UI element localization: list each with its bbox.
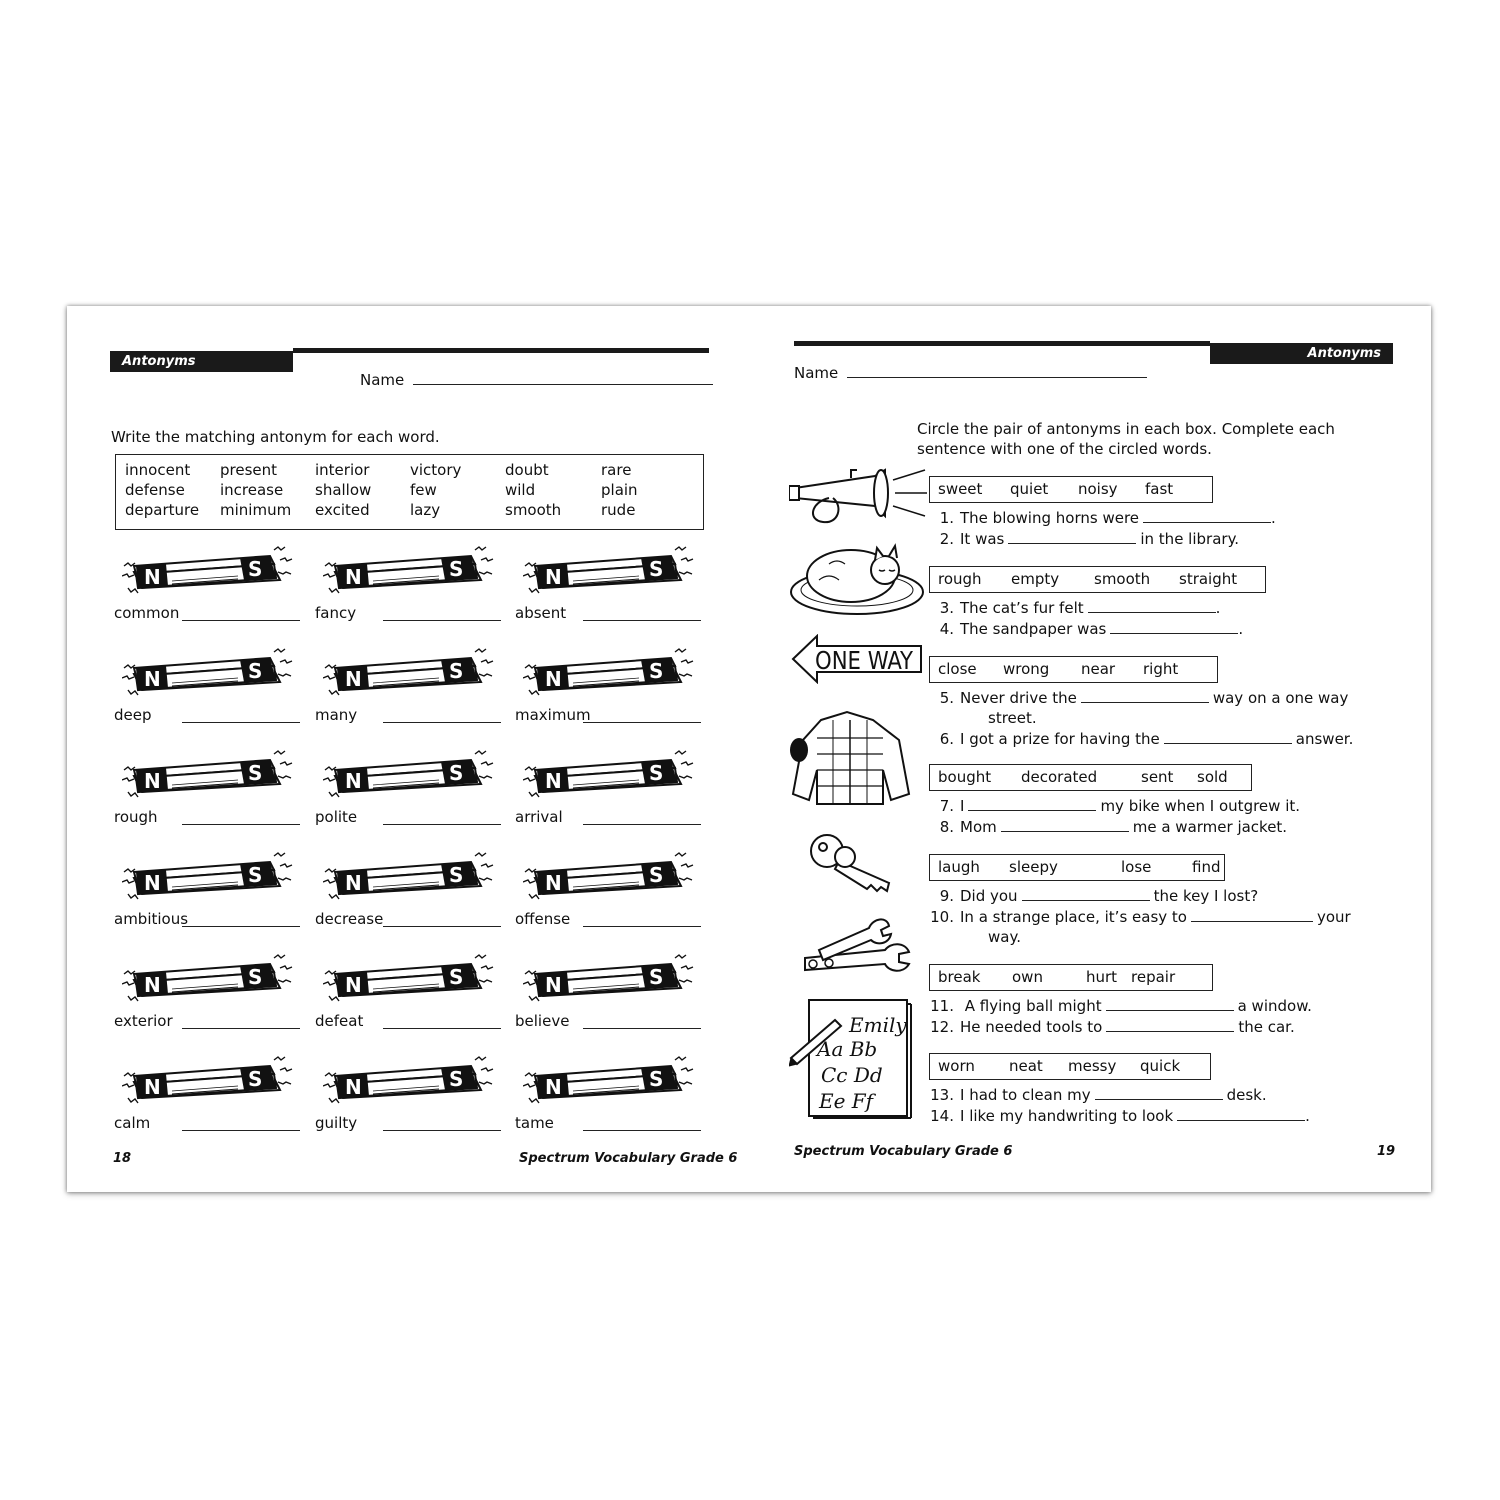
word-bank-word: present xyxy=(220,461,278,479)
magnet-north-label: N xyxy=(545,565,562,589)
book-title-right: Spectrum Vocabulary Grade 6 xyxy=(794,1144,1013,1159)
word-bank-word: plain xyxy=(601,481,638,499)
magnet-icon xyxy=(122,1054,294,1106)
antonym-item xyxy=(114,646,304,731)
word-bank-word: wild xyxy=(505,481,536,499)
page-number-left: 18 xyxy=(113,1151,132,1166)
magnet-south-label: S xyxy=(649,965,664,989)
word-bank-word: few xyxy=(410,481,437,499)
sentence-text-before: The sandpaper was xyxy=(960,619,1107,638)
antonym-word-box xyxy=(929,566,1266,593)
sentence-text-before: I got a prize for having the xyxy=(960,729,1160,748)
magnet-icon xyxy=(523,952,695,1004)
sentence-number: 14. xyxy=(930,1106,954,1125)
sentence-continuation: way. xyxy=(988,927,1021,946)
circle-word-option[interactable]: bought xyxy=(938,768,992,786)
circle-word-option[interactable]: sweet xyxy=(938,480,983,498)
magnet-south-label: S xyxy=(449,1067,464,1091)
antonym-word-box xyxy=(929,1053,1211,1080)
header-rule-right xyxy=(794,341,1210,346)
antonym-item xyxy=(315,952,505,1037)
sentence-number: 13. xyxy=(930,1086,954,1104)
sentence-text-before: I xyxy=(960,797,965,815)
circle-word-option[interactable]: right xyxy=(1143,660,1179,678)
circle-word-option[interactable]: wrong xyxy=(1003,660,1050,678)
sentence-item xyxy=(924,688,1348,708)
instruction-line-1: Circle the pair of antonyms in each box. Complete each xyxy=(917,420,1335,438)
handwriting-paper-icon xyxy=(789,996,913,1120)
circle-word-option[interactable]: straight xyxy=(1179,570,1238,588)
antonym-word: guilty xyxy=(315,1114,358,1132)
answer-blank[interactable] xyxy=(383,1130,501,1131)
sentence-text-after: my bike when I outgrew it. xyxy=(1100,797,1301,815)
handwriting-line-1: Emily xyxy=(849,1013,907,1037)
magnet-north-label: N xyxy=(545,973,562,997)
magnet-north-label: N xyxy=(545,769,562,793)
circle-word-option[interactable]: fast xyxy=(1145,480,1174,498)
antonym-item xyxy=(114,850,304,935)
antonym-word: ambitious xyxy=(114,910,189,928)
answer-blank[interactable] xyxy=(583,824,701,825)
keys-icon xyxy=(809,833,899,897)
magnet-north-label: N xyxy=(345,1075,362,1099)
sentence-answer-blank[interactable] xyxy=(1106,1010,1234,1011)
handwriting-line-2: Aa Bb xyxy=(817,1037,878,1061)
sentence-answer-blank[interactable] xyxy=(1110,633,1238,634)
sentence-text-before: The blowing horns were xyxy=(960,509,1140,527)
answer-blank[interactable] xyxy=(182,926,300,927)
word-bank-word: victory xyxy=(410,461,462,479)
antonym-word: maximum xyxy=(515,706,591,724)
word-bank-word: increase xyxy=(220,481,284,499)
sentence-item xyxy=(924,1106,1310,1126)
name-field[interactable] xyxy=(360,370,713,390)
sentence-number: 4. xyxy=(939,619,954,638)
magnet-south-label: S xyxy=(449,965,464,989)
magnet-north-label: N xyxy=(144,667,161,691)
sentence-text-after: desk. xyxy=(1226,1086,1267,1104)
sentence-text-before: Never drive the xyxy=(960,689,1077,707)
word-bank-word: rude xyxy=(601,501,636,519)
antonym-item xyxy=(515,544,705,629)
name-field-right[interactable] xyxy=(794,363,1147,383)
antonym-word: decrease xyxy=(315,910,384,928)
sentence-text-before: In a strange place, it’s easy to xyxy=(960,907,1187,926)
sentence-answer-blank[interactable] xyxy=(1008,543,1136,544)
word-bank-word: excited xyxy=(315,501,370,519)
sentence-text-before: I like my handwriting to look xyxy=(960,1106,1174,1125)
antonym-word: exterior xyxy=(114,1012,173,1030)
magnet-south-label: S xyxy=(649,863,664,887)
answer-blank[interactable] xyxy=(383,620,501,621)
name-label: Name xyxy=(794,364,839,382)
sentence-text-after: the key I lost? xyxy=(1153,887,1259,905)
circle-word-option[interactable]: decorated xyxy=(1021,768,1098,786)
magnet-north-label: N xyxy=(144,769,161,793)
circle-word-option[interactable]: empty xyxy=(1011,570,1060,588)
book-title-left: Spectrum Vocabulary Grade 6 xyxy=(519,1151,738,1166)
sentence-answer-blank[interactable] xyxy=(1001,831,1129,832)
sentence-text-after: . xyxy=(1271,509,1276,527)
name-blank[interactable] xyxy=(413,384,713,385)
circle-word-option[interactable]: sold xyxy=(1197,768,1228,786)
answer-blank[interactable] xyxy=(383,824,501,825)
circle-word-option[interactable]: sleepy xyxy=(1009,858,1058,876)
sentence-item xyxy=(924,619,1243,639)
sentence-number: 12. xyxy=(930,1017,954,1036)
antonym-word: fancy xyxy=(315,604,357,622)
word-bank-word: rare xyxy=(601,461,632,479)
wrenches-icon xyxy=(799,914,915,980)
sentence-number: 5. xyxy=(939,689,954,707)
word-bank-word: lazy xyxy=(410,501,441,519)
circle-word-option[interactable]: laugh xyxy=(938,858,980,876)
answer-blank[interactable] xyxy=(182,1028,300,1029)
magnet-south-label: S xyxy=(449,557,464,581)
magnet-south-label: S xyxy=(449,863,464,887)
sentence-number: 6. xyxy=(939,729,954,748)
handwriting-line-3: Cc Dd xyxy=(821,1063,883,1087)
cat-icon xyxy=(789,540,925,616)
magnet-north-label: N xyxy=(345,871,362,895)
word-bank-word: defense xyxy=(125,481,185,499)
antonym-word: believe xyxy=(515,1012,570,1030)
sentence-item xyxy=(924,886,1258,906)
circle-word-option[interactable]: quick xyxy=(1140,1057,1181,1075)
antonym-item xyxy=(114,952,304,1037)
answer-blank[interactable] xyxy=(583,926,701,927)
circle-word-option[interactable]: own xyxy=(1012,968,1043,986)
sentence-answer-blank[interactable] xyxy=(1191,921,1313,922)
sentence-item xyxy=(924,598,1220,618)
antonym-word: arrival xyxy=(515,808,563,826)
name-label: Name xyxy=(360,371,405,389)
antonym-item xyxy=(515,646,705,731)
antonym-item xyxy=(515,850,705,935)
magnet-icon xyxy=(122,952,294,1004)
word-bank-word: smooth xyxy=(505,501,562,519)
magnet-icon xyxy=(323,952,495,1004)
sentence-text-before: A flying ball might xyxy=(960,997,1102,1015)
answer-blank[interactable] xyxy=(383,1028,501,1029)
antonym-word-box xyxy=(929,964,1213,991)
antonym-item xyxy=(315,850,505,935)
antonym-item xyxy=(315,748,505,833)
antonym-word-box xyxy=(929,854,1225,881)
magnet-icon xyxy=(323,748,495,800)
instruction: Write the matching antonym for each word. xyxy=(111,428,440,446)
magnet-south-label: S xyxy=(449,761,464,785)
sentence-item xyxy=(924,996,1312,1016)
sentence-answer-blank[interactable] xyxy=(1088,612,1216,613)
magnet-icon xyxy=(523,850,695,902)
antonym-word-box xyxy=(929,476,1213,503)
sentence-text-after: a window. xyxy=(1237,997,1312,1015)
antonym-word: absent xyxy=(515,604,567,622)
circle-word-option[interactable]: sent xyxy=(1141,768,1174,786)
circle-word-option[interactable]: rough xyxy=(938,570,982,588)
answer-blank[interactable] xyxy=(182,620,300,621)
antonym-item xyxy=(315,544,505,629)
magnet-south-label: S xyxy=(248,965,263,989)
antonym-item xyxy=(114,1054,304,1139)
magnet-south-label: S xyxy=(649,761,664,785)
sentence-item xyxy=(924,1085,1267,1105)
antonym-word-box xyxy=(929,656,1218,683)
sentence-number: 3. xyxy=(939,599,954,617)
magnet-north-label: N xyxy=(345,973,362,997)
magnet-north-label: N xyxy=(345,667,362,691)
magnet-icon xyxy=(122,850,294,902)
circle-word-option[interactable]: noisy xyxy=(1078,480,1118,498)
sentence-number: 11. xyxy=(930,997,954,1015)
magnet-north-label: N xyxy=(144,871,161,895)
circle-word-option[interactable]: close xyxy=(938,660,977,678)
sentence-number: 7. xyxy=(939,797,954,815)
sentence-text-after: me a warmer jacket. xyxy=(1132,817,1288,836)
magnet-icon xyxy=(523,1054,695,1106)
magnet-icon xyxy=(523,646,695,698)
magnet-icon xyxy=(122,646,294,698)
handwriting-line-4: Ee Ff xyxy=(819,1089,874,1113)
sentence-answer-blank[interactable] xyxy=(968,810,1096,811)
magnet-icon xyxy=(323,1054,495,1106)
magnet-north-label: N xyxy=(144,1075,161,1099)
answer-blank[interactable] xyxy=(583,620,701,621)
section-label-right: Antonyms xyxy=(1210,343,1393,364)
sentence-item xyxy=(924,508,1276,528)
answer-blank[interactable] xyxy=(182,1130,300,1131)
answer-blank[interactable] xyxy=(182,824,300,825)
sentence-number: 2. xyxy=(939,529,954,548)
circle-word-option[interactable]: repair xyxy=(1131,968,1176,986)
sentence-text-after: in the library. xyxy=(1140,529,1240,548)
jacket-icon xyxy=(787,710,917,806)
magnet-south-label: S xyxy=(649,659,664,683)
answer-blank[interactable] xyxy=(583,1028,701,1029)
answer-blank[interactable] xyxy=(583,1130,701,1131)
magnet-icon xyxy=(323,646,495,698)
page-number-right: 19 xyxy=(1377,1144,1396,1159)
instruction-line-2: sentence with one of the circled words. xyxy=(917,440,1212,458)
word-bank-word: doubt xyxy=(505,461,549,479)
magnet-icon xyxy=(122,544,294,596)
name-blank[interactable] xyxy=(847,377,1147,378)
section-label: Antonyms xyxy=(110,351,293,372)
circle-word-option[interactable]: hurt xyxy=(1086,968,1118,986)
circle-word-option[interactable]: messy xyxy=(1068,1057,1117,1075)
sentence-text-after: your xyxy=(1316,907,1351,926)
antonym-item xyxy=(315,646,505,731)
magnet-icon xyxy=(523,544,695,596)
sentence-text-before: I had to clean my xyxy=(960,1086,1091,1104)
antonym-word: polite xyxy=(315,808,358,826)
antonym-item xyxy=(515,748,705,833)
magnet-icon xyxy=(122,748,294,800)
magnet-south-label: S xyxy=(649,1067,664,1091)
sentence-answer-blank[interactable] xyxy=(1143,522,1271,523)
sentence-answer-blank[interactable] xyxy=(1164,743,1292,744)
word-bank-word: innocent xyxy=(125,461,191,479)
magnet-icon xyxy=(323,850,495,902)
answer-blank[interactable] xyxy=(383,926,501,927)
word-bank-word: interior xyxy=(315,461,370,479)
magnet-north-label: N xyxy=(144,973,161,997)
sentence-continuation: street. xyxy=(988,709,1037,727)
antonym-word: deep xyxy=(114,706,152,724)
antonym-item xyxy=(315,1054,505,1139)
magnet-north-label: N xyxy=(545,871,562,895)
magnet-north-label: N xyxy=(545,667,562,691)
magnet-north-label: N xyxy=(345,769,362,793)
sentence-answer-blank[interactable] xyxy=(1177,1120,1305,1121)
word-bank xyxy=(115,454,704,530)
magnet-south-label: S xyxy=(449,659,464,683)
sentence-item xyxy=(924,817,1287,837)
magnet-icon xyxy=(323,544,495,596)
sentence-item xyxy=(924,796,1300,816)
sentence-answer-blank[interactable] xyxy=(1106,1031,1234,1032)
sentence-text-before: Did you xyxy=(960,887,1018,905)
circle-word-option[interactable]: lose xyxy=(1121,858,1152,876)
sentence-text-after: . xyxy=(1305,1106,1310,1125)
circle-word-option[interactable]: worn xyxy=(938,1057,975,1075)
magnet-south-label: S xyxy=(248,557,263,581)
sentence-item xyxy=(924,907,1351,927)
sentence-item xyxy=(924,1017,1295,1037)
antonym-item xyxy=(515,952,705,1037)
antonym-word: common xyxy=(114,604,180,622)
sentence-text-after: . xyxy=(1215,599,1221,617)
workbook-spread xyxy=(67,306,1431,1192)
sentence-answer-blank[interactable] xyxy=(1095,1099,1223,1100)
antonym-word: offense xyxy=(515,910,571,928)
antonym-word: rough xyxy=(114,808,158,826)
magnet-south-label: S xyxy=(248,1067,263,1091)
magnet-south-label: S xyxy=(248,659,263,683)
antonym-item xyxy=(515,1054,705,1139)
magnet-icon xyxy=(523,748,695,800)
antonym-word: many xyxy=(315,706,358,724)
horn-icon xyxy=(789,466,929,526)
answer-blank[interactable] xyxy=(383,722,501,723)
circle-word-option[interactable]: break xyxy=(938,968,981,986)
sentence-number: 9. xyxy=(939,887,954,905)
circle-word-option[interactable]: smooth xyxy=(1094,570,1151,588)
antonym-item xyxy=(114,748,304,833)
sentence-answer-blank[interactable] xyxy=(1081,702,1209,703)
answer-blank[interactable] xyxy=(583,722,701,723)
sentence-text-before: The cat’s fur felt xyxy=(960,599,1084,617)
circle-word-option[interactable]: find xyxy=(1192,858,1221,876)
antonym-word: calm xyxy=(114,1114,151,1132)
magnet-north-label: N xyxy=(144,565,161,589)
sentence-text-before: It was xyxy=(960,529,1005,548)
circle-word-option[interactable]: quiet xyxy=(1010,480,1049,498)
one-way-sign-text: ONE WAY xyxy=(815,646,914,675)
header-rule xyxy=(293,348,709,353)
sentence-number: 8. xyxy=(939,817,954,836)
sentence-text-after: way on a one way xyxy=(1212,689,1349,707)
magnet-south-label: S xyxy=(649,557,664,581)
word-bank-word: minimum xyxy=(220,501,292,519)
magnet-south-label: S xyxy=(248,863,263,887)
magnet-south-label: S xyxy=(248,761,263,785)
sentence-item xyxy=(924,529,1239,549)
magnet-north-label: N xyxy=(545,1075,562,1099)
sentence-text-before: He needed tools to xyxy=(960,1017,1103,1036)
sentence-answer-blank[interactable] xyxy=(1022,900,1150,901)
sentence-text-after: the car. xyxy=(1238,1017,1295,1036)
answer-blank[interactable] xyxy=(182,722,300,723)
antonym-word: defeat xyxy=(315,1012,364,1030)
sentence-number: 10. xyxy=(930,907,954,926)
circle-word-option[interactable]: neat xyxy=(1009,1057,1043,1075)
sentence-text-before: Mom xyxy=(960,817,997,836)
antonym-word-box xyxy=(929,764,1252,791)
sentence-item xyxy=(924,729,1353,749)
word-bank-word: departure xyxy=(125,501,200,519)
word-bank-word: shallow xyxy=(315,481,372,499)
one-way-sign xyxy=(791,634,925,684)
antonym-word: tame xyxy=(515,1114,554,1132)
magnet-north-label: N xyxy=(345,565,362,589)
sentence-text-after: answer. xyxy=(1295,729,1354,748)
circle-word-option[interactable]: near xyxy=(1081,660,1116,678)
antonym-item xyxy=(114,544,304,629)
sentence-text-after: . xyxy=(1238,619,1244,638)
sentence-number: 1. xyxy=(939,509,954,527)
